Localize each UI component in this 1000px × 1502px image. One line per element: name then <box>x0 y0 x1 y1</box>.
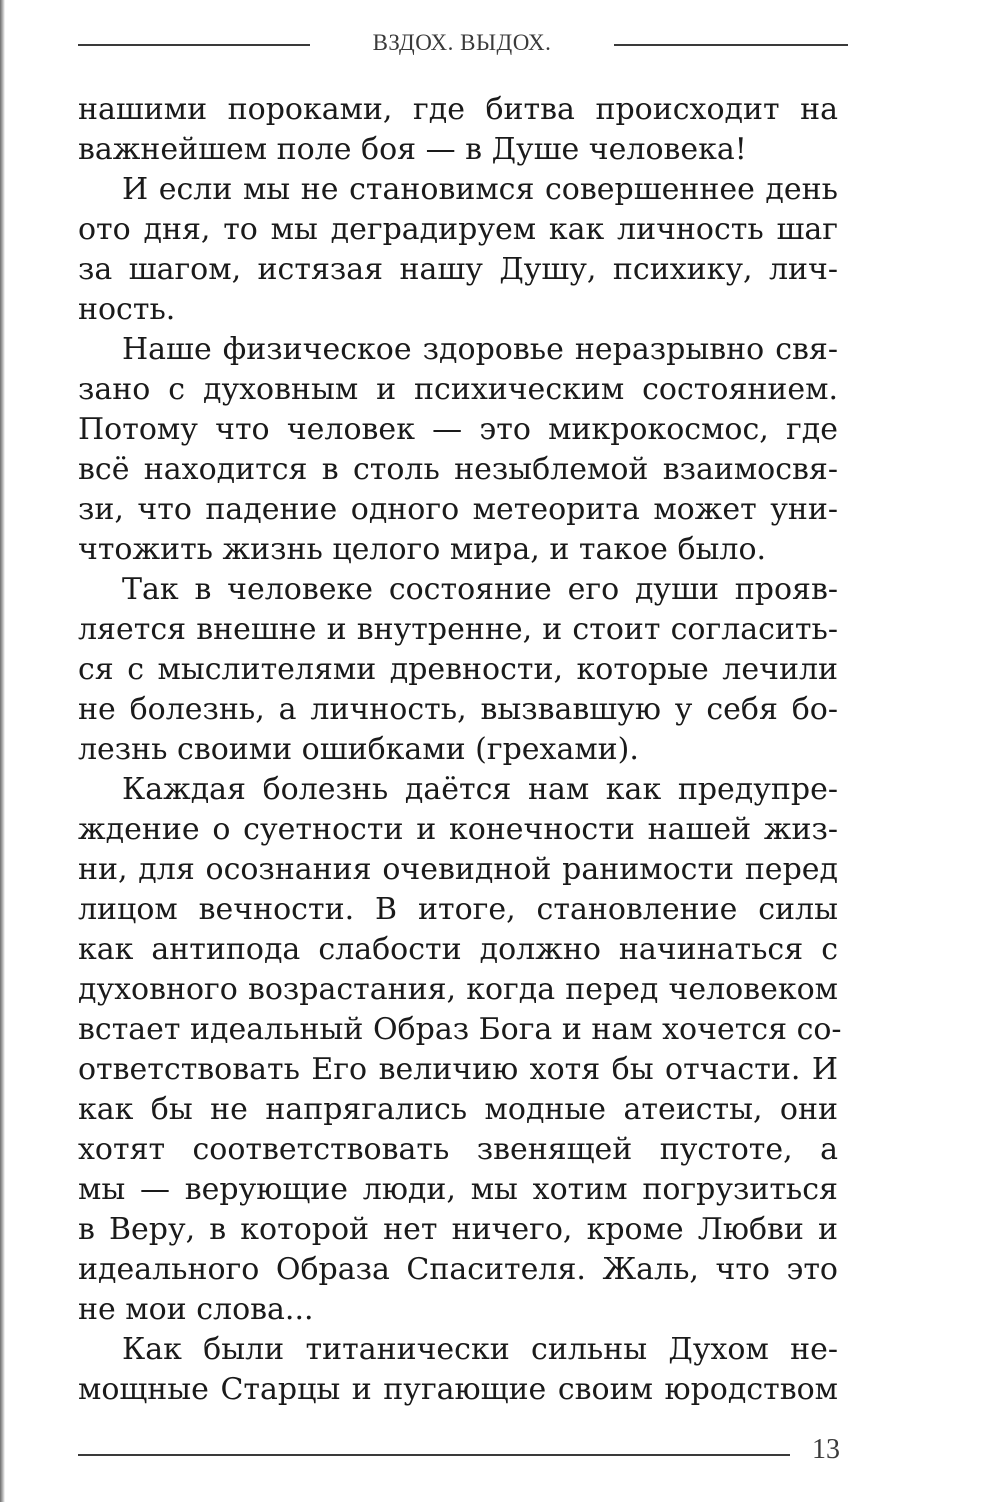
text-line: зано с духовным и психическим состоянием. <box>78 372 838 407</box>
header-rule-right <box>614 44 848 46</box>
text-line: И если мы не становимся совершеннее день <box>122 172 838 207</box>
body-text <box>78 90 842 1410</box>
text-line: Каждая болезнь даётся нам как предупре- <box>122 772 838 807</box>
text-line: идеального Образа Спасителя. Жаль, что это <box>78 1252 838 1287</box>
running-title: ВЗДОХ. ВЫДОХ. <box>372 30 552 55</box>
footer-rule <box>78 1454 790 1456</box>
text-line: как бы не напрягались модные атеисты, они <box>78 1092 838 1127</box>
text-line: Наше физическое здоровье неразрывно свя- <box>122 332 838 367</box>
text-line: ответствовать Его величию хотя бы отчасти. И <box>78 1052 838 1087</box>
text-line: Потому что человек — это микрокосмос, где <box>78 412 838 447</box>
text-line: лицом вечности. В итоге, становление силы <box>78 892 838 927</box>
text-line: ся с мыслителями древности, которые лечили <box>78 652 838 687</box>
text-line: ляется внешне и внутренне, и стоит согласить- <box>78 612 838 647</box>
page-number: 13 <box>812 1434 840 1465</box>
text-line: Так в человеке состояние его души прояв- <box>122 572 838 607</box>
text-line: ото дня, то мы деградируем как личность шаг <box>78 212 838 247</box>
text-line: важнейшем поле боя — в Душе человека! <box>78 132 747 167</box>
text-line: ни, для осознания очевидной ранимости перед <box>78 852 838 887</box>
text-line: ждение о суетности и конечности нашей жиз- <box>78 812 838 847</box>
page-footer <box>78 1430 840 1470</box>
text-line: ность. <box>78 292 176 327</box>
text-line: хотят соответствовать звенящей пустоте, а <box>78 1132 838 1167</box>
text-line: всё находится в столь незыблемой взаимосвя- <box>78 452 838 487</box>
text-line: мощные Старцы и пугающие своим юродством <box>78 1372 838 1407</box>
text-line: за шагом, истязая нашу Душу, психику, лич- <box>78 252 838 287</box>
text-line: духовного возрастания, когда перед человеком <box>78 972 838 1007</box>
text-line: встает идеальный Образ Бога и нам хочется со- <box>78 1012 842 1047</box>
page-edge-shadow <box>0 0 5 1502</box>
text-line: зи, что падение одного метеорита может уни- <box>78 492 838 527</box>
text-line: лезнь своими ошибками (грехами). <box>78 732 639 767</box>
text-line: мы — верующие люди, мы хотим погрузиться <box>78 1172 838 1207</box>
text-line: не мои слова... <box>78 1292 314 1327</box>
text-line: Как были титанически сильны Духом не- <box>122 1332 838 1367</box>
text-line: как антипода слабости должно начинаться с <box>78 932 838 967</box>
text-line: в Веру, в которой нет ничего, кроме Любви и <box>78 1212 838 1247</box>
text-line: чтожить жизнь целого мира, и такое было. <box>78 532 767 567</box>
text-line: нашими пороками, где битва происходит на <box>78 92 838 127</box>
text-line: не болезнь, а личность, вызвавшую у себя бо- <box>78 692 838 727</box>
running-header <box>78 24 848 64</box>
header-rule-left <box>78 44 310 46</box>
